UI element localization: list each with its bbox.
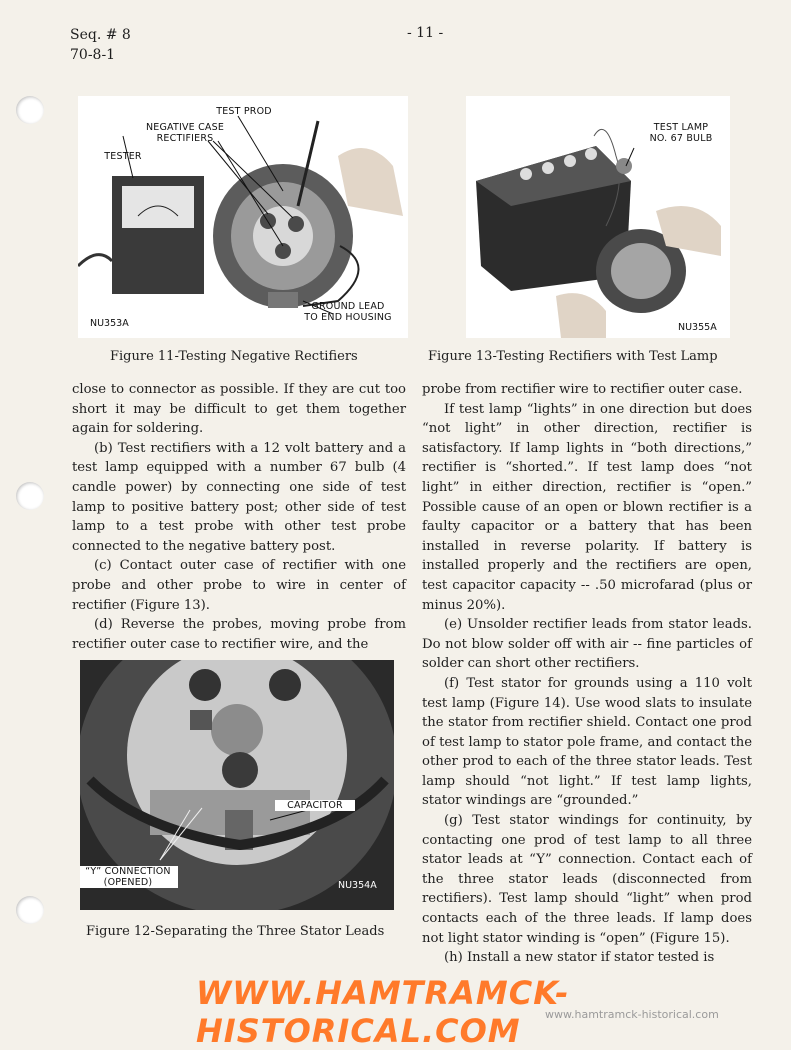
figure-12-number: NU354A (338, 880, 377, 891)
label-test-lamp: TEST LAMP NO. 67 BULB (649, 122, 713, 144)
punch-hole (16, 96, 44, 124)
site-watermark: WWW.HAMTRAMCK-HISTORICAL.COM (196, 974, 570, 1050)
label-tester: TESTER (104, 151, 142, 162)
figure-13-caption: Figure 13-Testing Rectifiers with Test Lamp (428, 349, 718, 364)
figure-12-photo (80, 660, 394, 910)
punch-hole (16, 482, 44, 510)
label-ground-lead: GROUND LEAD TO END HOUSING (304, 301, 392, 323)
sequence-number: Seq. # 8 (70, 27, 131, 43)
right-paragraph: (e) Unsolder rectifier leads from stator leads. Do not blow solder off with air -- fine particles of solder can short other rectifiers. (422, 617, 752, 672)
figure-13-number: NU355A (678, 322, 717, 333)
right-column (422, 380, 752, 968)
left-paragraph: (b) Test rectifiers with a 12 volt battery and a test lamp equipped with a number 67 bulb (4 candle power) by connecting one side of test lamp to positive battery post; other side of test lamp to a test probe with other test probe connected to the negative battery post. (72, 440, 406, 554)
site-credit: www.hamtramck-historical.com (545, 1008, 719, 1021)
right-paragraph: (f) Test stator for grounds using a 110 volt test lamp (Figure 14). Use wood slats to insulate the stator from rectifier shield. Contact one prod of test lamp to stator pole frame, and contact the other prod to each of the three stator leads. Test lamp should “not light.” If test lamp lights, stator windings are “grounded.” (422, 675, 752, 809)
left-paragraph: (c) Contact outer case of rectifier with one probe and other probe to wire in center of rectifier (Figure 13). (72, 558, 406, 613)
left-paragraph: close to connector as possible. If they are cut too short it may be difficult to get them together again for soldering. (72, 382, 406, 437)
label-negative-case-rectifiers: NEGATIVE CASE RECTIFIERS (145, 122, 225, 144)
left-paragraph: (d) Reverse the probes, moving probe from rectifier outer case to rectifier wire, and the (72, 617, 406, 652)
right-paragraph: If test lamp “lights” in one direction but does “not light” in other direction, rectifier is satisfactory. If lamp lights in “both directions,” rectifier is “shorted.”. If test lamp does “not light” in either direction, rectifier is “open.” Possible cause of an open or blown rectifier is a faulty capacitor or a battery that has been installed in reverse polarity. If battery is installed properly and the rectifiers are open, test capacitor capacity -- .50 microfarad (plus or minus 20%). (422, 401, 752, 613)
figure-11-number: NU353A (90, 318, 129, 329)
right-paragraph: (g) Test stator windings for continuity, by contacting one prod of test lamp to all three stator leads at “Y” connection. Contact each of the three stator leads (disconnected from rectifiers). Test lamp should “light” when prod contacts each of the three leads. If lamp does not light stator winding is “open” (Figure 15). (422, 813, 752, 946)
figure-11-photo (78, 96, 408, 338)
page-number: - 11 - (407, 25, 444, 41)
figure-12-caption: Figure 12-Separating the Three Stator Leads (86, 924, 385, 939)
label-capacitor: CAPACITOR (275, 800, 355, 811)
right-paragraph: (h) Install a new stator if stator tested is (444, 950, 715, 966)
right-paragraph: probe from rectifier wire to rectifier outer case. (422, 382, 743, 397)
label-y-connection: “Y” CONNECTION (OPENED) (80, 866, 178, 888)
figure-13-photo (466, 96, 730, 338)
figure-11-caption: Figure 11-Testing Negative Rectifiers (110, 349, 358, 364)
left-column (72, 380, 406, 654)
punch-hole (16, 896, 44, 924)
document-code: 70-8-1 (70, 47, 116, 63)
label-test-prod: TEST PROD (216, 106, 272, 117)
